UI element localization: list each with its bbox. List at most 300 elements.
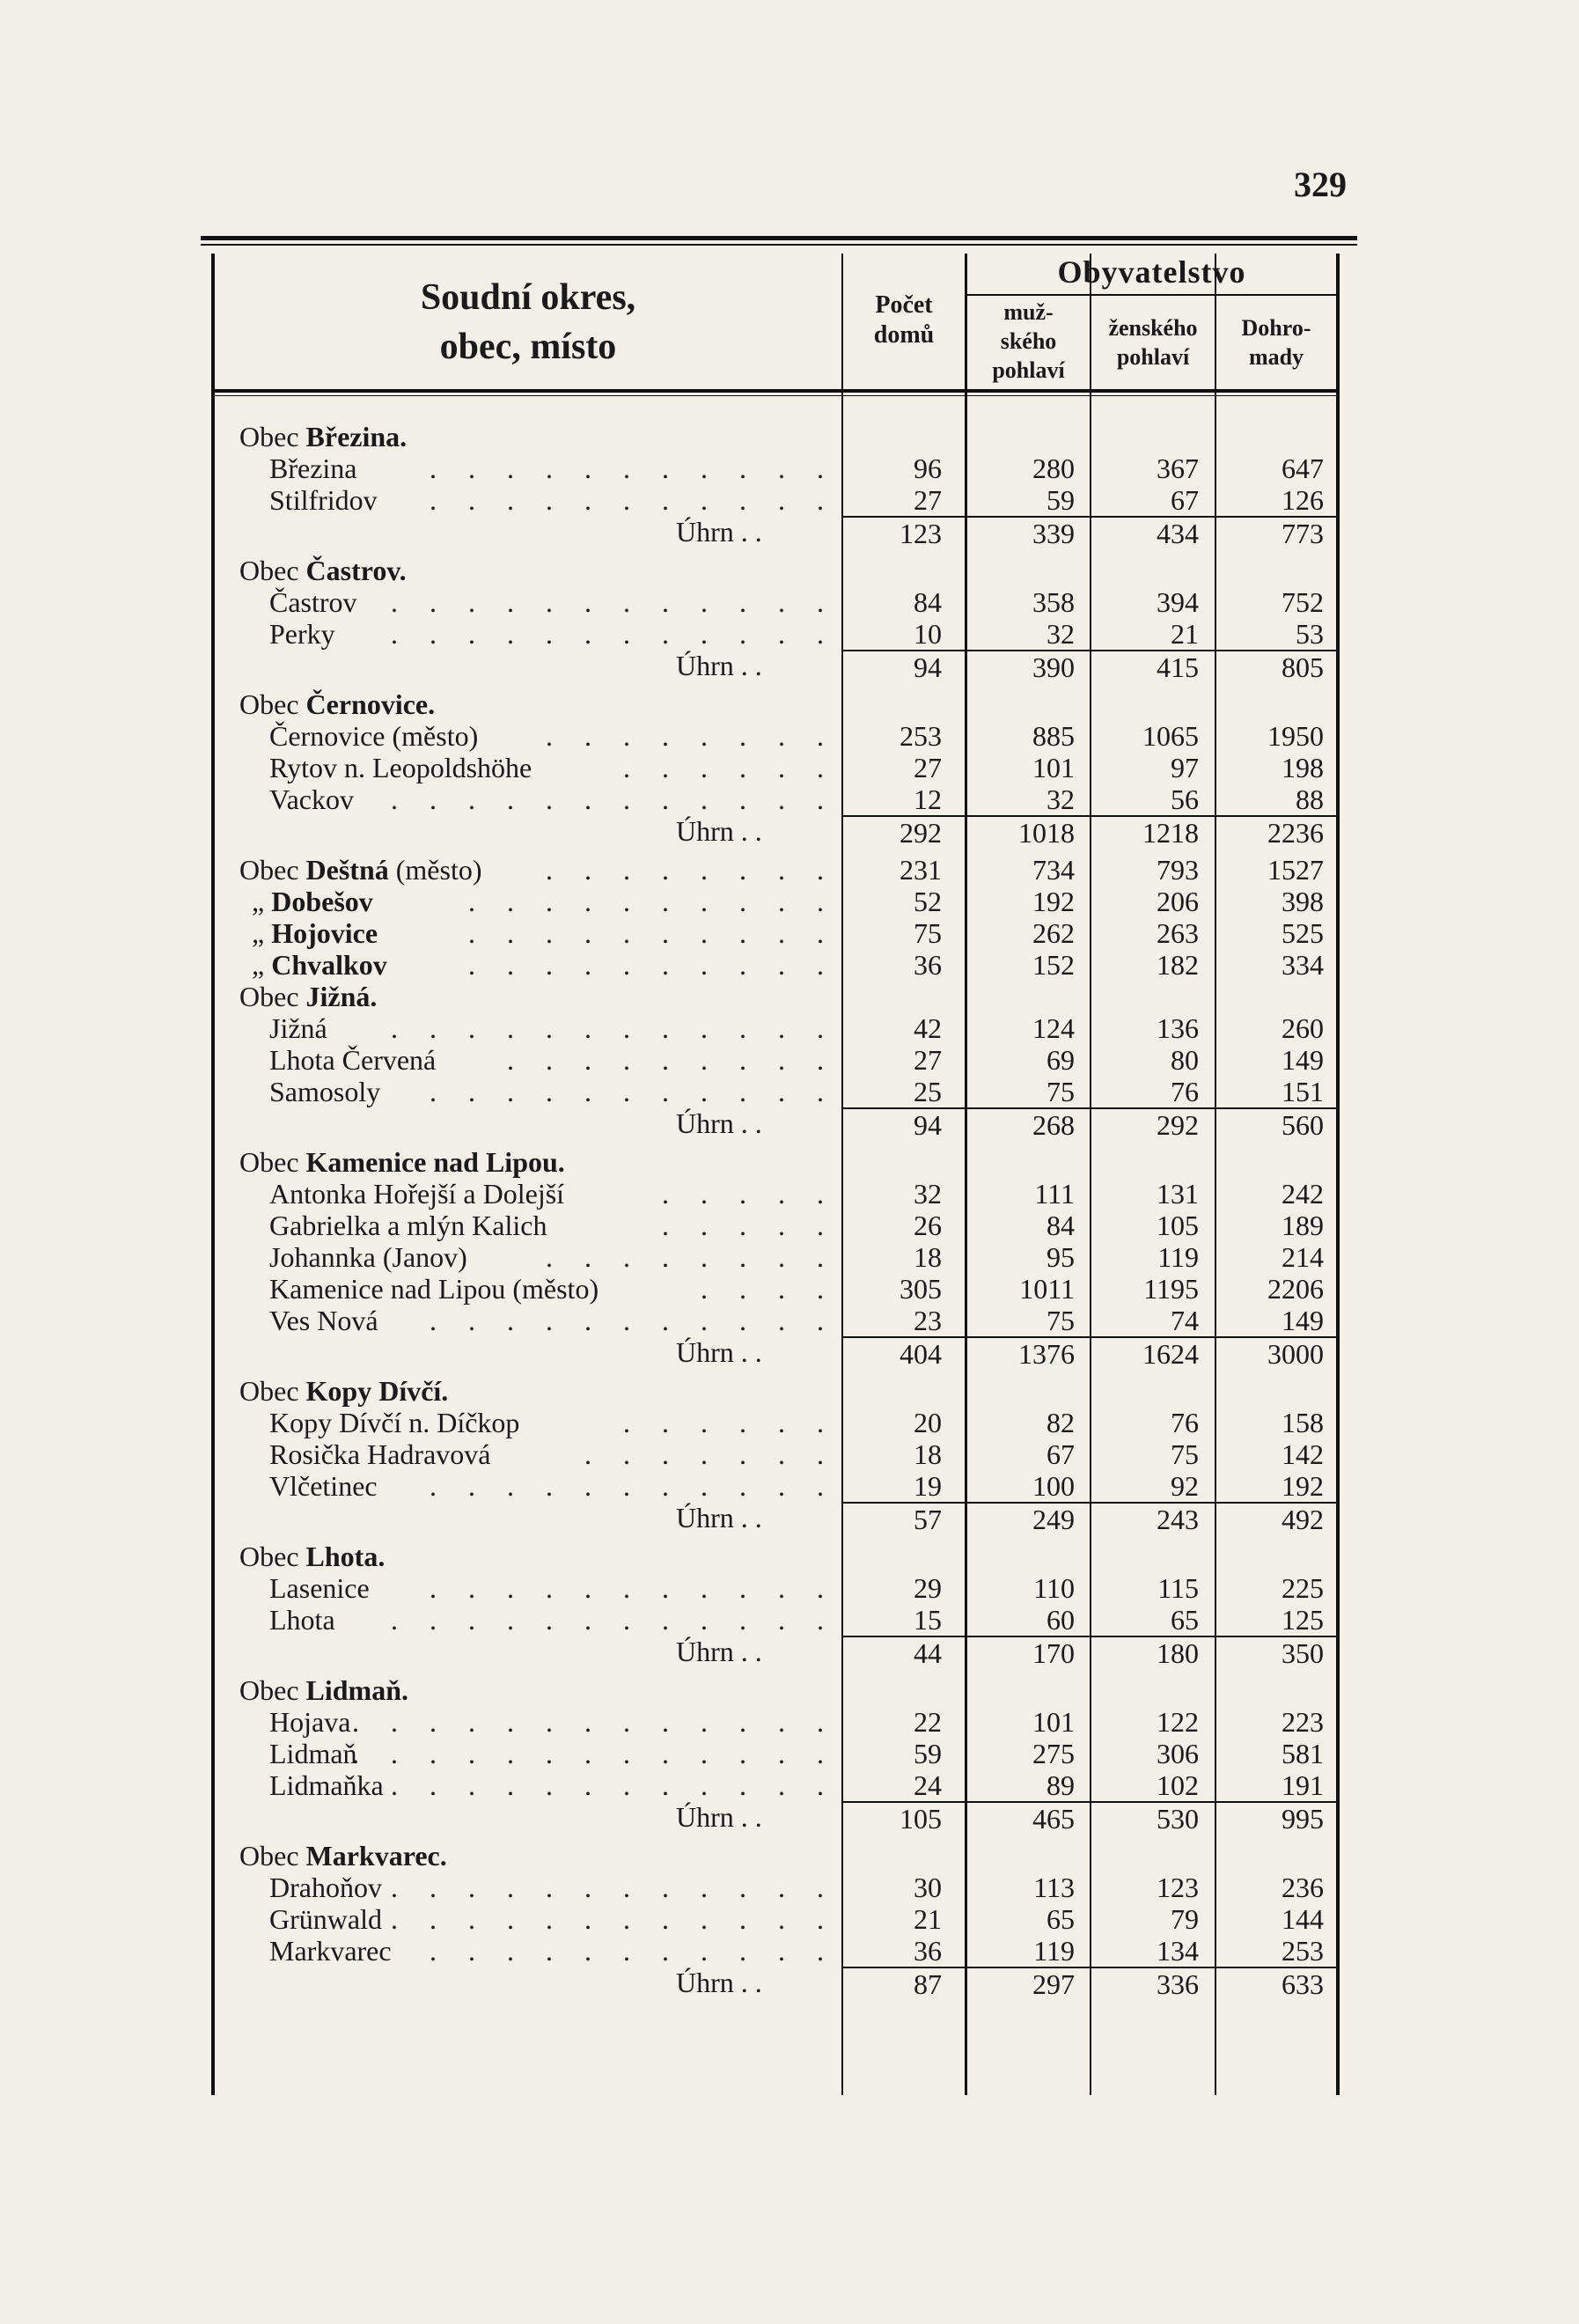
houses-value: 27: [914, 1044, 942, 1076]
municipality-suffix: (město): [388, 854, 482, 886]
place-name: Drahoňov: [269, 1872, 382, 1903]
place-label: [269, 1604, 335, 1636]
header-houses-line1: Počet: [875, 291, 933, 319]
leader-dots: . . . . . . . . . . . . .: [352, 1738, 836, 1769]
female-value: 115: [1157, 1572, 1199, 1604]
male-value: 75: [1047, 1076, 1075, 1107]
municipality-heading: [201, 688, 1340, 720]
houses-value: 32: [914, 1178, 942, 1210]
place-row: [201, 1572, 1340, 1604]
male-value: 734: [1032, 854, 1075, 886]
total-value: 223: [1282, 1706, 1324, 1738]
male-value: 339: [967, 516, 1075, 549]
total-value: 88: [1296, 783, 1324, 815]
total-value: 158: [1282, 1407, 1324, 1438]
place-row: [201, 1470, 1340, 1502]
municipality-name: Černovice.: [305, 688, 436, 720]
place-label: [269, 752, 532, 783]
place-label: [252, 949, 387, 981]
female-value: 336: [1091, 1967, 1199, 2000]
female-value: 243: [1091, 1502, 1199, 1535]
female-value: 65: [1171, 1604, 1199, 1636]
header-title-line1: Soudní okres,: [420, 277, 636, 318]
place-name: Březina: [269, 452, 357, 484]
place-label: [269, 1305, 378, 1336]
houses-value: 404: [843, 1336, 942, 1370]
municipality-name: Chvalkov: [271, 949, 387, 981]
total-value: 492: [1216, 1502, 1324, 1535]
female-value: 1065: [1142, 720, 1199, 752]
municipality-heading: [201, 1375, 1340, 1407]
houses-value: 94: [843, 650, 942, 683]
place-name: Kamenice nad Lipou (město): [269, 1273, 599, 1305]
place-row: [201, 1769, 1340, 1801]
sum-row: [201, 650, 1340, 688]
houses-value: 96: [914, 452, 942, 484]
municipality-prefix: Obec: [239, 1840, 306, 1872]
female-value: 306: [1157, 1738, 1199, 1769]
female-value: 394: [1157, 586, 1199, 618]
place-name: Lidmaňka: [269, 1769, 384, 1801]
houses-value: 27: [914, 752, 942, 783]
place-label: [269, 1872, 382, 1903]
total-value: 1950: [1267, 720, 1324, 752]
houses-value: 12: [914, 783, 942, 815]
municipality-prefix: Obec: [239, 421, 306, 452]
leader-dots: . . . .: [701, 1273, 836, 1305]
female-value: 122: [1157, 1706, 1199, 1738]
place-label: [269, 1572, 370, 1604]
place-row: [201, 1903, 1340, 1935]
place-label: [269, 1738, 357, 1769]
female-value: 21: [1171, 618, 1199, 650]
place-label: [269, 586, 357, 618]
female-value: 1195: [1143, 1273, 1199, 1305]
leader-dots: . . . . . . .: [584, 1438, 836, 1470]
female-value: 74: [1171, 1305, 1199, 1336]
place-name: Ves Nová: [269, 1305, 378, 1336]
leader-dots: . . . . . . . . . .: [468, 949, 836, 981]
male-value: 100: [1032, 1470, 1075, 1502]
female-value: 92: [1171, 1470, 1199, 1502]
male-value: 32: [1047, 783, 1075, 815]
sum-row: [201, 1801, 1340, 1840]
leader-dots: . . . . . . . . . . .: [430, 484, 836, 516]
male-value: 297: [967, 1967, 1075, 2000]
place-row: [201, 1438, 1340, 1470]
houses-value: 18: [914, 1438, 942, 1470]
ditto-mark: „: [252, 949, 272, 981]
total-value: 149: [1282, 1305, 1324, 1336]
place-label: [269, 1407, 519, 1438]
place-label: [269, 1241, 467, 1273]
place-row: [201, 484, 1340, 516]
municipality-heading: [201, 555, 1340, 586]
place-row: [201, 1738, 1340, 1769]
leader-dots: . . . . . . . . . . . .: [391, 1012, 836, 1044]
place-row: [201, 618, 1340, 650]
houses-value: 23: [914, 1305, 942, 1336]
header-female-line1: ženského: [1108, 315, 1198, 341]
place-label: [239, 854, 481, 886]
male-value: 390: [967, 650, 1075, 683]
female-value: 530: [1091, 1801, 1199, 1835]
sum-row: [201, 1336, 1340, 1375]
leader-dots: . . . . . . . . . . . .: [391, 783, 836, 815]
houses-value: 19: [914, 1470, 942, 1502]
total-value: 2206: [1267, 1273, 1324, 1305]
leader-dots: . . . . . . . .: [546, 1241, 836, 1273]
place-name: Vackov: [269, 783, 354, 815]
place-name: Samosoly: [269, 1076, 381, 1107]
total-value: 633: [1216, 1967, 1324, 2000]
total-value: 144: [1282, 1903, 1324, 1935]
sum-label: Úhrn . .: [676, 1967, 762, 1998]
sum-label: Úhrn . .: [676, 650, 762, 681]
leader-dots: . . . . . . . . . .: [468, 886, 836, 917]
header-houses: [843, 290, 965, 350]
female-value: 263: [1157, 917, 1199, 949]
female-value: 180: [1091, 1636, 1199, 1669]
total-value: 3000: [1216, 1336, 1324, 1370]
header-title-line2: obec, místo: [439, 327, 617, 367]
header-total: [1216, 313, 1336, 371]
female-value: 75: [1171, 1438, 1199, 1470]
male-value: 101: [1032, 752, 1075, 783]
total-value: 125: [1282, 1604, 1324, 1636]
houses-value: 292: [843, 815, 942, 849]
municipality-prefix: Obec: [239, 1375, 306, 1407]
header-male-line1: muž-: [1003, 299, 1054, 325]
place-name: Černovice (město): [269, 720, 479, 752]
total-value: 752: [1282, 586, 1324, 618]
place-name: Jižná: [269, 1012, 327, 1044]
municipality-prefix: Obec: [239, 688, 306, 720]
male-value: 358: [1032, 586, 1075, 618]
place-label: [252, 886, 373, 917]
place-row: [201, 1872, 1340, 1903]
houses-value: 84: [914, 586, 942, 618]
total-value: 334: [1282, 949, 1324, 981]
municipality-label: [239, 421, 407, 452]
total-value: 560: [1216, 1107, 1324, 1141]
place-label: [269, 618, 335, 650]
place-name: Perky: [269, 618, 335, 650]
total-value: 253: [1282, 1935, 1324, 1967]
sum-label: Úhrn . .: [676, 1107, 762, 1139]
male-value: 111: [1034, 1178, 1075, 1210]
header-male-line3: pohlaví: [992, 357, 1065, 383]
place-label: [269, 1903, 382, 1935]
total-value: 149: [1282, 1044, 1324, 1076]
place-row: [201, 1210, 1340, 1241]
male-value: 268: [967, 1107, 1075, 1141]
municipality-name: Deštná: [305, 854, 389, 886]
male-value: 101: [1032, 1706, 1075, 1738]
houses-value: 75: [914, 917, 942, 949]
place-row: [201, 783, 1340, 815]
leader-dots: . . . . . . . . . . . .: [391, 586, 836, 618]
ditto-mark: „: [252, 886, 272, 917]
female-value: 119: [1157, 1241, 1199, 1273]
municipality-name: Kamenice nad Lipou.: [305, 1146, 565, 1178]
total-value: 647: [1282, 452, 1324, 484]
male-value: 275: [1032, 1738, 1075, 1769]
male-value: 280: [1032, 452, 1075, 484]
place-name: Rytov n. Leopoldshöhe: [269, 752, 532, 783]
place-label: [269, 1012, 327, 1044]
place-row: [201, 1241, 1340, 1273]
total-value: 581: [1282, 1738, 1324, 1769]
houses-value: 36: [914, 1935, 942, 1967]
place-row: [201, 1935, 1340, 1967]
total-value: 1527: [1267, 854, 1324, 886]
female-value: 136: [1157, 1012, 1199, 1044]
place-label: [269, 1706, 350, 1738]
municipality-heading: [201, 1674, 1340, 1706]
place-name: Markvarec: [269, 1935, 392, 1967]
female-value: 134: [1157, 1935, 1199, 1967]
total-value: 151: [1282, 1076, 1324, 1107]
leader-dots: . . . . . . . . . . . .: [391, 1903, 836, 1935]
header-male-line2: ského: [1000, 328, 1057, 354]
municipality-label: [239, 1541, 385, 1572]
male-value: 465: [967, 1801, 1075, 1835]
municipality-name: Březina.: [305, 421, 408, 452]
table-top-rule-thin: [201, 244, 1357, 246]
municipality-name: Kopy Dívčí.: [305, 1375, 449, 1407]
female-value: 76: [1171, 1076, 1199, 1107]
leader-dots: . . . . . . . . . . . .: [391, 618, 836, 650]
leader-dots: . . . . . . . . . . . .: [391, 1604, 836, 1636]
place-name: Rosička Hadravová: [269, 1438, 491, 1470]
place-row: [201, 1305, 1340, 1336]
female-value: 67: [1171, 484, 1199, 516]
place-label: [269, 783, 354, 815]
place-label: [269, 1044, 436, 1076]
place-label: [269, 484, 378, 516]
place-label: [269, 1769, 384, 1801]
municipality-place-row: [201, 854, 1340, 886]
total-value: 525: [1282, 917, 1324, 949]
leader-dots: . . . . . . . . . . .: [430, 1305, 836, 1336]
total-value: 773: [1216, 516, 1324, 549]
table-top-rule: [201, 236, 1357, 240]
place-name: Gabrielka a mlýn Kalich: [269, 1210, 547, 1241]
total-value: 398: [1282, 886, 1324, 917]
female-value: 793: [1157, 854, 1199, 886]
sum-label: Úhrn . .: [676, 516, 762, 548]
total-value: 260: [1282, 1012, 1324, 1044]
place-row: [201, 1178, 1340, 1210]
municipality-heading: [201, 421, 1340, 452]
place-name: Johannka (Janov): [269, 1241, 467, 1273]
table-body: [201, 421, 1340, 2005]
female-value: 123: [1157, 1872, 1199, 1903]
total-value: 236: [1282, 1872, 1324, 1903]
total-value: 350: [1216, 1636, 1324, 1669]
place-label: [269, 1210, 547, 1241]
houses-value: 253: [900, 720, 942, 752]
municipality-label: [239, 688, 435, 720]
male-value: 249: [967, 1502, 1075, 1535]
houses-value: 44: [843, 1636, 942, 1669]
municipality-label: [239, 1146, 565, 1178]
houses-value: 30: [914, 1872, 942, 1903]
female-value: 206: [1157, 886, 1199, 917]
header-total-line2: mady: [1248, 344, 1304, 370]
place-row: [201, 1407, 1340, 1438]
houses-value: 59: [914, 1738, 942, 1769]
place-name: Grünwald: [269, 1903, 382, 1935]
place-label: [269, 1273, 599, 1305]
header-female: [1091, 313, 1215, 371]
houses-value: 20: [914, 1407, 942, 1438]
female-value: 79: [1171, 1903, 1199, 1935]
total-value: 192: [1282, 1470, 1324, 1502]
total-value: 53: [1296, 618, 1324, 650]
female-value: 367: [1157, 452, 1199, 484]
place-row: [201, 586, 1340, 618]
houses-value: 36: [914, 949, 942, 981]
header-population: Obyvatelstvo: [1057, 254, 1246, 290]
total-value: 995: [1216, 1801, 1324, 1835]
place-label: [269, 720, 478, 752]
place-name: Lidmaň: [269, 1738, 357, 1769]
female-value: 76: [1171, 1407, 1199, 1438]
leader-dots: . . . . . .: [623, 1407, 836, 1438]
sum-row: [201, 1107, 1340, 1146]
municipality-heading: [201, 1146, 1340, 1178]
leader-dots: . . . . . . . . . . .: [430, 1470, 836, 1502]
sum-row: [201, 815, 1340, 854]
total-value: 2236: [1216, 815, 1324, 849]
female-value: 182: [1157, 949, 1199, 981]
male-value: 192: [1032, 886, 1075, 917]
header-houses-line2: domů: [873, 321, 935, 349]
municipality-prefix: Obec: [239, 555, 306, 586]
place-name: Stilfridov: [269, 484, 378, 516]
leader-dots: . . . . . . . .: [546, 720, 836, 752]
houses-value: 21: [914, 1903, 942, 1935]
municipality-name: Lhota.: [305, 1541, 386, 1572]
header-total-line1: Dohro-: [1241, 315, 1311, 341]
municipality-name: Častrov.: [305, 555, 407, 586]
statistics-table: [201, 236, 1340, 2095]
female-value: 97: [1171, 752, 1199, 783]
leader-dots: . . . . . . . .: [546, 854, 836, 886]
female-value: 105: [1157, 1210, 1199, 1241]
total-value: 198: [1282, 752, 1324, 783]
leader-dots: . . . . . . . . . .: [468, 917, 836, 949]
male-value: 60: [1047, 1604, 1075, 1636]
leader-dots: . . . . . . . . . . .: [430, 1935, 836, 1967]
place-name: Kopy Dívčí n. Díčkop: [269, 1407, 520, 1438]
leader-dots: . . . . .: [662, 1210, 836, 1241]
place-row: [201, 1044, 1340, 1076]
leader-dots: . . . . . . . . . . .: [430, 1076, 836, 1107]
place-name: Hojava: [269, 1706, 351, 1738]
houses-value: 231: [900, 854, 942, 886]
sum-row: [201, 516, 1340, 555]
municipality-place-row: [201, 886, 1340, 917]
municipality-heading: [201, 981, 1340, 1012]
houses-value: 25: [914, 1076, 942, 1107]
sum-label: Úhrn . .: [676, 1502, 762, 1533]
houses-value: 123: [843, 516, 942, 549]
municipality-label: [239, 1674, 408, 1706]
male-value: 124: [1032, 1012, 1075, 1044]
male-value: 110: [1033, 1572, 1075, 1604]
female-value: 292: [1091, 1107, 1199, 1141]
municipality-label: [239, 1375, 448, 1407]
place-label: [269, 1178, 564, 1210]
houses-value: 42: [914, 1012, 942, 1044]
municipality-prefix: Obec: [239, 1541, 306, 1572]
total-value: 805: [1216, 650, 1324, 683]
municipality-label: [239, 981, 377, 1012]
houses-value: 305: [900, 1273, 942, 1305]
place-name: Vlčetinec: [269, 1470, 378, 1502]
male-value: 69: [1047, 1044, 1075, 1076]
municipality-name: Lidmaň.: [305, 1674, 408, 1706]
male-value: 119: [1033, 1935, 1075, 1967]
ditto-mark: „: [252, 917, 272, 949]
municipality-name: Markvarec.: [305, 1840, 447, 1872]
municipality-label: [239, 1840, 447, 1872]
leader-dots: . . . . . . . . . . .: [430, 1572, 836, 1604]
male-value: 32: [1047, 618, 1075, 650]
male-value: 1018: [967, 815, 1075, 849]
total-value: 191: [1282, 1769, 1324, 1801]
place-label: [269, 1076, 380, 1107]
leader-dots: . . . . . . . . . . . .: [391, 1769, 836, 1801]
houses-value: 94: [843, 1107, 942, 1141]
total-value: 225: [1282, 1572, 1324, 1604]
male-value: 1011: [1019, 1273, 1075, 1305]
municipality-name: Hojovice: [271, 917, 378, 949]
sum-label: Úhrn . .: [676, 1801, 762, 1833]
place-name: Lasenice: [269, 1572, 370, 1604]
female-value: 56: [1171, 783, 1199, 815]
houses-value: 27: [914, 484, 942, 516]
place-label: [269, 1470, 378, 1502]
municipality-label: [239, 555, 407, 586]
male-value: 75: [1047, 1305, 1075, 1336]
houses-value: 87: [843, 1967, 942, 2000]
municipality-prefix: Obec: [239, 981, 306, 1012]
place-label: [269, 1438, 490, 1470]
houses-value: 105: [843, 1801, 942, 1835]
place-name: Častrov: [269, 586, 357, 618]
total-value: 189: [1282, 1210, 1324, 1241]
municipality-name: Jižná.: [305, 981, 378, 1012]
header-male: [967, 298, 1090, 385]
male-value: 89: [1047, 1769, 1075, 1801]
houses-value: 57: [843, 1502, 942, 1535]
leader-dots: . . . . . .: [623, 752, 836, 783]
municipality-heading: [201, 1840, 1340, 1872]
municipality-place-row: [201, 917, 1340, 949]
male-value: 67: [1047, 1438, 1075, 1470]
houses-value: 24: [914, 1769, 942, 1801]
place-row: [201, 1076, 1340, 1107]
place-row: [201, 1706, 1340, 1738]
place-row: [201, 1604, 1340, 1636]
female-value: 415: [1091, 650, 1199, 683]
leader-dots: . . . . . . . . . . .: [430, 452, 836, 484]
place-row: [201, 752, 1340, 783]
